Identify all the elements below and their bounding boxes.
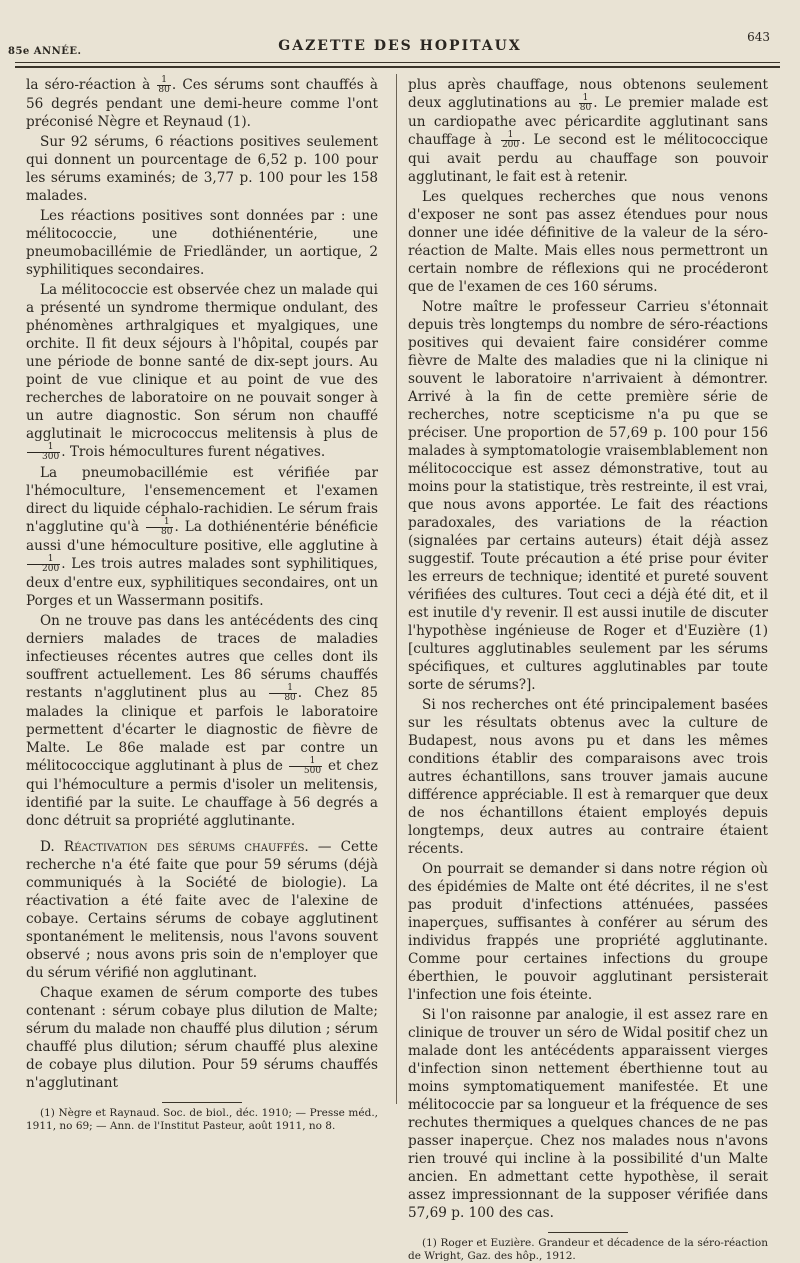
header-rule-thick <box>15 66 780 68</box>
footnote: (1) Roger et Euzière. Grandeur et décadence de la séro-réaction de Wright, Gaz. des hôp., 1912. <box>408 1237 768 1262</box>
paragraph: Si l'on raisonne par analogie, il est assez rare en clinique de trouver un séro de Widal positif chez un malade dont les antécédents apparaissent vierges d'infection sinon nettement éberthienne tout au moins symptomatiquement manifestée. Et une mélitococcie par sa longueur et la fréquence de ses rechutes thermiques a quelques chances de ne pas passer inaperçue. Chez nos malades nous n'avons rien trouvé qui incline à la possibilité d'un Malte ancien. En admettant cette hypothèse, il serait assez impressionnant de la supposer vérifiée dans 57,69 p. 100 des cas. <box>408 1007 768 1221</box>
paragraph: Les réactions positives sont données par : une mélitococcie, une dothiénentérie, une pneumobacillémie de Friedländer, un aortique, 2 syphilitiques secondaires. <box>26 208 378 278</box>
left-column <box>26 76 378 1141</box>
section-heading: D. Réactivation des sérums chauffés. <box>40 839 309 855</box>
header-rule <box>15 62 780 63</box>
paragraph: La mélitococcie est observée chez un malade qui a présenté un syndrome thermique ondulant, des phénomènes arthralgiques et myalgiques, une orchite. Il fit deux séjours à l'hôpital, coupés par une période de bonne santé de dix-sept jours. Au point de vue clinique et au point de vue des recherches de laboratoire on ne pouvait songer à un autre diagnostic. Son sérum non chauffé agglutinait le micrococcus melitensis à plus de $\frac{1}{300}$ . Trois hémocultures furent négatives. <box>26 282 378 462</box>
fraction: $\frac{1}{200}$ <box>27 555 60 574</box>
page-number: 643 <box>747 30 770 44</box>
footnote: (1) Nègre et Raynaud. Soc. de biol., déc. 1910; — Presse méd., 1911, no 69; — Ann. de l'Institut Pasteur, août 1911, no 8. <box>26 1107 378 1132</box>
paragraph: On ne trouve pas dans les antécédents des cinq derniers malades de traces de maladies infectieuses récentes autres que celles dont ils souffrent actuellement. Les 86 sérums chauffés restants n'agglutinent plus au $\frac{1}{80}$ . Chez 85 malades la clinique et parfois le laboratoire permettent d'écarter le diagnostic de fièvre de Malte. Le 86e malade est par contre un mélitococcique agglutinant à plus de $\frac{1}{500}$ et chez qui l'hémoculture a permis d'isoler un melitensis, identifié par la suite. Le chauffage à 56 degrés a donc détruit sa propriété agglutinante. <box>26 613 378 829</box>
paragraph: On pourrait se demander si dans notre région où des épidémies de Malte ont été décrites, il ne s'est pas produit d'infections atténuées, passées inaperçues, suffisantes à conférer au sérum des individus frappés une propriété agglutinante. Comme pour certaines infections du groupe éberthien, le pouvoir agglutinant persisterait l'infection une fois éteinte. <box>408 861 768 1003</box>
paragraph: plus après chauffage, nous obtenons seulement deux agglutinations au $\frac{1}{80}$ . Le premier malade est un cardiopathe avec péricardite agglutinant sans chauffage à $\frac{1}{200}$ . Le second est le mélitococcique qui avait perdu au chauffage son pouvoir agglutinant, le fait est à retenir. <box>408 77 768 185</box>
paragraph: Sur 92 sérums, 6 réactions positives seulement qui donnent un pourcentage de 6,52 p. 100 pour les sérums examinés; de 3,77 p. 100 pour les 158 malades. <box>26 134 378 204</box>
fraction: $\frac{1}{80}$ <box>158 75 170 95</box>
footnote-rule <box>548 1232 628 1233</box>
paragraph: Chaque examen de sérum comporte des tubes contenant : sérum cobaye plus dilution de Malte; sérum du malade non chauffé plus dilution ; sérum chauffé plus dilution; sérum chauffé plus alexine de cobaye plus dilution. Pour 59 sérums chauffés n'agglutinant <box>26 985 378 1091</box>
fraction: $\frac{1}{80}$ <box>146 518 173 537</box>
paragraph: La pneumobacillémie est vérifiée par l'hémoculture, l'ensemencement et l'examen direct du liquide céphalo-rachidien. Le sérum frais n'agglutine qu'à $\frac{1}{80}$ . La dothiénentérie bénéficie aussi d'une hémoculture positive, elle agglutine à $\frac{1}{200}$ . Les trois autres malades sont syphilitiques, deux d'entre eux, syphilitiques secondaires, ont un Porges et un Wassermann positifs. <box>26 465 378 609</box>
footnote-rule <box>162 1102 242 1103</box>
paragraph: D. Réactivation des sérums chauffés. — Cette recherche n'a été faite que pour 59 sérums (déjà communiqués à la Société de biologie). La réactivation a été faite avec de l'alexine de cobaye. Certains sérums de cobaye agglutinent spontanément le melitensis, nous l'avons souvent observé ; nous avons pris soin de n'employer que du sérum vérifié non agglutinant. <box>26 839 378 981</box>
fraction: $\frac{1}{200}$ <box>501 130 520 150</box>
right-column <box>408 76 768 1262</box>
journal-title: GAZETTE DES HOPITAUX <box>278 38 522 54</box>
paragraph: la séro-réaction à $\frac{1}{80}$ . Ces sérums sont chauffés à 56 degrés pendant une demi-heure comme l'ont préconisé Nègre et Reynaud (1). <box>26 75 378 130</box>
paragraph: Si nos recherches ont été principalement basées sur les résultats obtenus avec la culture de Budapest, nous avons pu et dans les mêmes conditions établir des comparaisons avec trois autres échantillons, sans trouver jamais aucune différence appréciable. Il est à remarquer que deux de nos échantillons étaient employés depuis longtemps, deux autres au contraire étaient récents. <box>408 697 768 857</box>
fraction: $\frac{1}{80}$ <box>269 684 296 703</box>
fraction: $\frac{1}{300}$ <box>27 443 60 462</box>
paragraph: Notre maître le professeur Carrieu s'étonnait depuis très longtemps du nombre de séro-réactions positives qui devaient faire considérer comme fièvre de Malte des maladies que ni la clinique ni souvent le laboratoire n'arrivaient à démontrer. Arrivé à la fin de cette première série de recherches, notre scepticisme n'a pu que se préciser. Une proportion de 57,69 p. 100 pour 156 malades à symptomatologie vraisemblablement non mélitococcique est assez démonstrative, tout au moins pour la statistique, très restreinte, il est vrai, que nous avons apportée. Le fait des réactions paradoxales, des variations de la réaction (signalées par certains auteurs) était déjà assez suggestif. Toute précaution a été prise pour éviter les erreurs de technique; identité et pureté souvent vérifiées des cultures. Tout ceci a déjà été dit, et il est inutile d'y revenir. Il est aussi inutile de discuter l'hypothèse ingénieuse de Roger et d'Euzière (1) [cultures agglutinables seulement par les sérums spécifiques, et cultures agglutinables par toute sorte de sérums?]. <box>408 299 768 693</box>
fraction: $\frac{1}{500}$ <box>289 757 322 776</box>
year-label: 85e ANNÉE. <box>8 46 82 57</box>
paragraph: Les quelques recherches que nous venons d'exposer ne sont pas assez étendues pour nous donner une idée définitive de la valeur de la séro-réaction de Malte. Mais elles nous permettront un certain nombre de réflexions qui ne procéderont que de l'examen de ces 160 sérums. <box>408 189 768 295</box>
column-divider <box>396 74 397 1104</box>
fraction: $\frac{1}{80}$ <box>579 93 592 113</box>
